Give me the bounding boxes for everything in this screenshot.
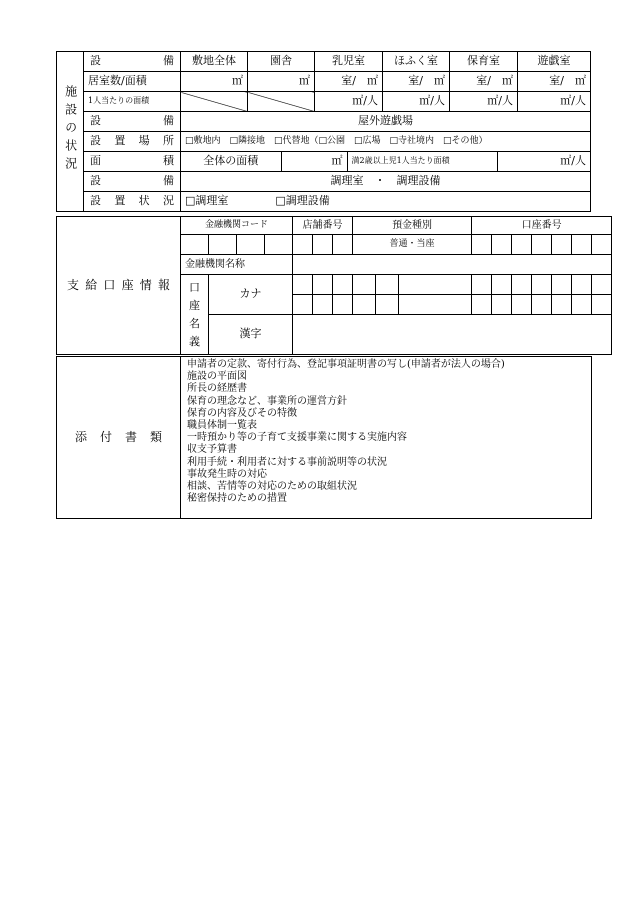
kana-box[interactable] [353, 295, 376, 315]
kana-box[interactable] [472, 295, 492, 315]
account-digit[interactable] [592, 235, 612, 255]
location-options[interactable]: □敷地内 □隣接地 □代替地（□公園 □広場 □寺社境内 □その他） [181, 132, 591, 152]
play-per-person-field[interactable]: ㎡/人 [518, 92, 591, 112]
attachment-item: 施設の平面図 [187, 371, 247, 383]
bank-code-header: 金融機関コード [181, 217, 293, 235]
kana-box[interactable] [592, 275, 612, 295]
kana-box[interactable] [512, 295, 532, 315]
kana-box[interactable] [333, 275, 353, 295]
kitchen-status-options [181, 192, 591, 212]
kana-box[interactable] [293, 275, 313, 295]
col-crawling-room: ほふく室 [383, 52, 450, 72]
kana-box[interactable] [313, 275, 333, 295]
building-area-field[interactable]: ㎡ [248, 72, 315, 92]
kana-label: カナ [209, 275, 293, 315]
kana-box[interactable] [492, 295, 512, 315]
area-label: 面 積 [84, 152, 181, 172]
kanji-label: 漢字 [209, 315, 293, 355]
kitchen-room-checkbox[interactable]: □調理室 [185, 194, 229, 208]
col-site: 敷地全体 [181, 52, 248, 72]
kitchen-value: 調理室 ・ 調理設備 [181, 172, 591, 192]
bank-table [56, 216, 612, 355]
account-digit[interactable] [572, 235, 592, 255]
infant-per-person-field[interactable]: ㎡/人 [315, 92, 383, 112]
attachment-item: 収支予算書 [187, 444, 237, 456]
per-child-area-field[interactable]: ㎡/人 [560, 154, 586, 168]
setsubi-label: 設 備 [84, 52, 181, 72]
nursery-per-person-field[interactable]: ㎡/人 [450, 92, 518, 112]
branch-digit[interactable] [333, 235, 353, 255]
kitchen-status-label: 設置状況 [84, 192, 181, 212]
kana-box[interactable] [532, 275, 552, 295]
kanji-name-field[interactable] [293, 315, 612, 355]
outdoor-setsubi-label: 設 備 [84, 112, 181, 132]
kana-box[interactable] [472, 275, 492, 295]
branch-digit[interactable] [293, 235, 313, 255]
bank-code-digit[interactable] [209, 235, 237, 255]
kana-box[interactable] [313, 295, 333, 315]
facility-section-label: 施設の状況 [57, 52, 84, 212]
account-number-header: 口座番号 [472, 217, 612, 235]
bank-code-digit[interactable] [181, 235, 209, 255]
total-area-field[interactable]: ㎡ [281, 152, 347, 171]
attachment-item: 申請者の定款、寄付行為、登記事項証明書の写し(申請者が法人の場合) [187, 359, 505, 370]
diagonal-cell [181, 92, 248, 112]
kana-box[interactable] [399, 295, 472, 315]
kana-box[interactable] [333, 295, 353, 315]
attachment-item: 所長の経歴書 [187, 383, 247, 395]
nursery-room-count-field[interactable]: 室/ ㎡ [450, 72, 518, 92]
total-area-label: 全体の面積 [181, 152, 281, 171]
bank-code-digit[interactable] [237, 235, 265, 255]
account-digit[interactable] [552, 235, 572, 255]
account-holder-label: 口 座 名 義 [181, 275, 209, 355]
account-digit[interactable] [492, 235, 512, 255]
per-person-label: 1人当たりの面積 [84, 92, 181, 112]
per-child-area-label: 満2歳以上児1人当たり面積 [347, 152, 497, 171]
account-digit[interactable] [512, 235, 532, 255]
bank-section-label: 支給口座情報 [57, 217, 181, 355]
attachment-item: 一時預かり等の子育て支援事業に関する実施内容 [187, 432, 407, 444]
kana-box[interactable] [293, 295, 313, 315]
bank-name-field[interactable] [293, 255, 612, 275]
kana-box[interactable] [532, 295, 552, 315]
attachment-item: 保育の内容及びその特徴 [187, 407, 297, 419]
area-row [181, 152, 591, 172]
deposit-type-header: 預金種別 [353, 217, 472, 235]
attachment-item: 秘密保持のための措置 [187, 493, 287, 505]
crawling-room-count-field[interactable]: 室/ ㎡ [383, 72, 450, 92]
crawling-per-person-field[interactable]: ㎡/人 [383, 92, 450, 112]
branch-digit[interactable] [313, 235, 333, 255]
outdoor-playground-value: 屋外遊戯場 [181, 112, 591, 132]
col-play-room: 遊戯室 [518, 52, 591, 72]
kitchen-setsubi-label: 設 備 [84, 172, 181, 192]
attachment-item: 保育の理念など、事業所の運営方針 [187, 395, 347, 407]
bank-code-digit[interactable] [265, 235, 293, 255]
diagonal-cell [248, 92, 315, 112]
attachment-item: 事故発生時の対応 [187, 468, 267, 480]
account-digit[interactable] [472, 235, 492, 255]
attachment-item: 職員体制一覧表 [187, 420, 257, 432]
play-room-count-field[interactable]: 室/ ㎡ [518, 72, 591, 92]
location-label: 設置場所 [84, 132, 181, 152]
kana-box[interactable] [399, 275, 472, 295]
attachments-section-label: 添付書類 [57, 357, 181, 519]
infant-room-count-field[interactable]: 室/ ㎡ [315, 72, 383, 92]
col-nursery-room: 保育室 [450, 52, 518, 72]
kana-box[interactable] [572, 275, 592, 295]
col-infant-room: 乳児室 [315, 52, 383, 72]
site-area-field[interactable]: ㎡ [181, 72, 248, 92]
kana-box[interactable] [572, 295, 592, 315]
attachments-list [187, 359, 505, 505]
col-building: 園舎 [248, 52, 315, 72]
attachment-item: 相談、苦情等の対応のための取組状況 [187, 481, 357, 493]
deposit-type-value[interactable]: 普通・当座 [353, 235, 472, 255]
kana-box[interactable] [592, 295, 612, 315]
kitchen-equipment-checkbox[interactable]: □調理設備 [275, 194, 330, 208]
branch-number-header: 店舗番号 [293, 217, 353, 235]
kana-box[interactable] [376, 275, 399, 295]
kana-box[interactable] [552, 275, 572, 295]
facility-table [56, 51, 591, 212]
kana-box[interactable] [353, 275, 376, 295]
rooms-area-label: 居室数/面積 [84, 72, 181, 92]
bank-name-label: 金融機関名称 [181, 255, 293, 275]
attachment-item: 利用手続・利用者に対する事前説明等の状況 [187, 456, 387, 468]
kana-box[interactable] [512, 275, 532, 295]
account-digit[interactable] [532, 235, 552, 255]
kana-box[interactable] [376, 295, 399, 315]
kana-box[interactable] [552, 295, 572, 315]
kana-box[interactable] [492, 275, 512, 295]
